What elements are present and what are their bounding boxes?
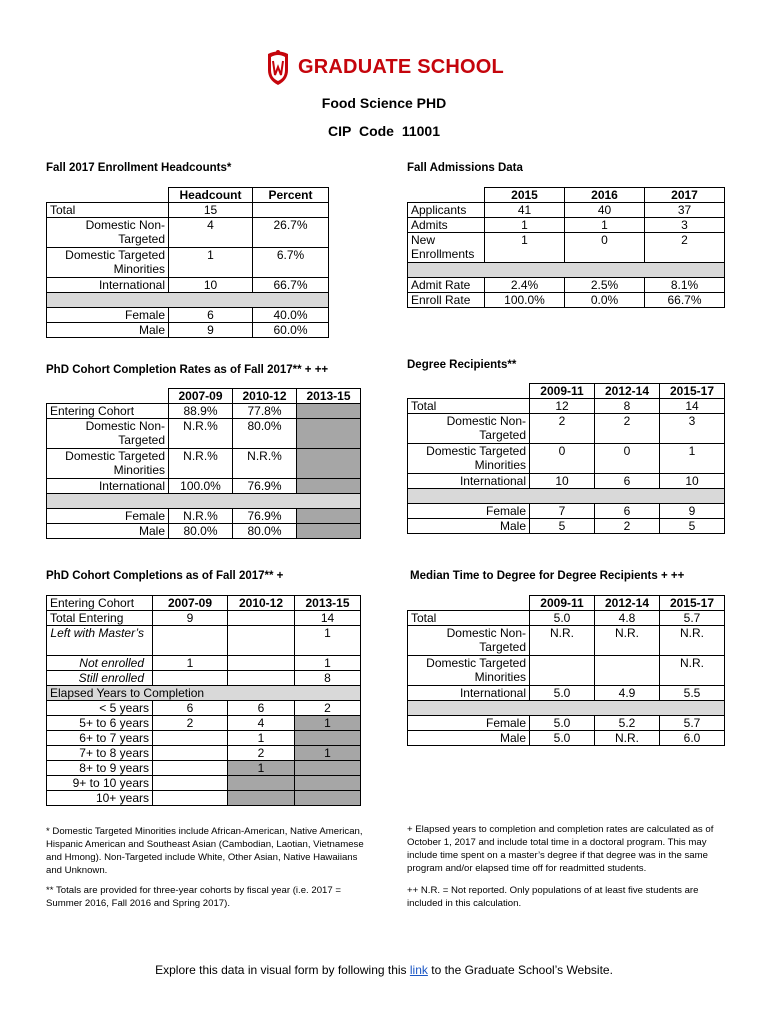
table-row	[47, 671, 361, 686]
median-time-table	[407, 595, 725, 746]
row-label: International	[408, 686, 530, 701]
spacer-row	[47, 494, 361, 509]
table-cell: N.R.	[595, 731, 660, 746]
table-cell	[153, 746, 228, 761]
table-cell	[297, 419, 361, 449]
table-cell: 0	[530, 444, 595, 474]
median-time-title: Median Time to Degree for Degree Recipients + ++	[410, 570, 685, 582]
table-row	[408, 716, 725, 731]
column-header: 2012-14	[595, 596, 660, 611]
table-cell: 0	[595, 444, 660, 474]
table-row	[408, 293, 725, 308]
row-label: Total Entering	[47, 611, 153, 626]
table-cell: 5.5	[660, 686, 725, 701]
row-label: < 5 years	[47, 701, 153, 716]
table-row	[47, 404, 361, 419]
logo	[0, 44, 768, 90]
column-header: 2007-09	[153, 596, 228, 611]
row-label: Total	[408, 611, 530, 626]
table-row	[408, 686, 725, 701]
column-header: 2007-09	[169, 389, 233, 404]
table-cell: 1	[295, 656, 361, 671]
table-cell: 1	[169, 248, 253, 278]
row-label: Female	[47, 308, 169, 323]
table-row	[408, 233, 725, 263]
table-cell: 2	[153, 716, 228, 731]
table-row	[47, 611, 361, 626]
table-cell: N.R.	[595, 626, 660, 656]
row-label: Total	[408, 399, 530, 414]
table-row	[47, 761, 361, 776]
table-cell: 100.0%	[169, 479, 233, 494]
table-cell: 2	[595, 519, 660, 534]
column-header: 2012-14	[595, 384, 660, 399]
row-label: Domestic Targeted Minorities	[408, 444, 530, 474]
table-cell	[153, 761, 228, 776]
table-cell: 2	[295, 701, 361, 716]
header	[0, 44, 768, 90]
table-cell: 4.8	[595, 611, 660, 626]
table-cell	[153, 791, 228, 806]
table-row	[408, 218, 725, 233]
table-cell	[153, 776, 228, 791]
row-label: International	[47, 479, 169, 494]
table-cell	[295, 791, 361, 806]
table-cell: 80.0%	[169, 524, 233, 539]
row-label: 6+ to 7 years	[47, 731, 153, 746]
row-label: Male	[408, 519, 530, 534]
table-cell: 66.7%	[645, 293, 725, 308]
row-label: Not enrolled	[47, 656, 153, 671]
table-cell: 76.9%	[233, 479, 297, 494]
cip-code: CIP Code 11001	[327, 123, 441, 139]
table-cell: 2	[530, 414, 595, 444]
table-cell	[228, 656, 295, 671]
row-label: Domestic Non-Targeted	[408, 414, 530, 444]
table-row	[408, 414, 725, 444]
table-row	[47, 203, 329, 218]
spacer-row	[47, 293, 329, 308]
column-header: 2013-15	[295, 596, 361, 611]
table-cell: 5.0	[530, 611, 595, 626]
table-cell	[295, 731, 361, 746]
table-row	[47, 218, 329, 248]
table-cell	[297, 449, 361, 479]
table-cell: N.R.%	[233, 449, 297, 479]
row-label: Admits	[408, 218, 485, 233]
graduate-school-link[interactable]: link	[409, 963, 428, 977]
table-row	[408, 278, 725, 293]
row-label: Still enrolled	[47, 671, 153, 686]
table-cell: 2.4%	[485, 278, 565, 293]
table-row	[47, 509, 361, 524]
table-cell: 77.8%	[233, 404, 297, 419]
table-cell: 0	[565, 233, 645, 263]
spacer-row	[408, 701, 725, 716]
table-cell: 10	[169, 278, 253, 293]
table-row	[408, 626, 725, 656]
table-cell: 37	[645, 203, 725, 218]
footer	[0, 963, 768, 977]
row-label: Domestic Targeted Minorities	[408, 656, 530, 686]
table-cell	[153, 731, 228, 746]
table-cell: 1	[228, 731, 295, 746]
completions-title: PhD Cohort Completions as of Fall 2017** +	[46, 570, 284, 582]
table-row	[408, 474, 725, 489]
table-row	[47, 701, 361, 716]
row-label: 9+ to 10 years	[47, 776, 153, 791]
table-cell: N.R.%	[169, 449, 233, 479]
row-label: Enroll Rate	[408, 293, 485, 308]
corner-cell	[408, 596, 530, 611]
table-row	[47, 308, 329, 323]
table-cell: 2	[595, 414, 660, 444]
row-label: Male	[47, 524, 169, 539]
corner-label: Entering Cohort	[47, 596, 153, 611]
row-label: Domestic Targeted Minorities	[47, 248, 169, 278]
corner-cell	[47, 188, 169, 203]
degree-recipients-title: Degree Recipients**	[407, 359, 517, 371]
table-cell: 3	[645, 218, 725, 233]
note-elapsed: + Elapsed years to completion and completion rates are calculated as of October 1, 2017 and include total time in a doctoral program. This may include time spent on a master’s degree if that degree was in the same program and/or elapsed time off for readmitted students.	[407, 824, 714, 874]
note-minorities: * Domestic Targeted Minorities include African-American, Native American, Hispanic American and Southeast Asian (Cambodian, Laotian, Vietnamese and Hmong). Non-Targeted include White, Other Asian, Native Hawaiians and Unknown.	[46, 826, 364, 876]
table-cell	[297, 509, 361, 524]
table-cell: 40	[565, 203, 645, 218]
spacer-row	[408, 489, 725, 504]
table-header-row	[47, 596, 361, 611]
table-header-row	[47, 389, 361, 404]
row-label: Applicants	[408, 203, 485, 218]
table-cell	[228, 776, 295, 791]
section-row	[47, 686, 361, 701]
table-cell	[228, 671, 295, 686]
table-cell	[530, 656, 595, 686]
table-cell: N.R.	[530, 626, 595, 656]
row-label: 7+ to 8 years	[47, 746, 153, 761]
table-row	[47, 626, 361, 656]
table-header-row	[408, 596, 725, 611]
completions-table	[46, 595, 361, 806]
enrollment-table	[46, 187, 329, 338]
table-cell: 15	[169, 203, 253, 218]
column-header: 2015-17	[660, 384, 725, 399]
column-header: 2010-12	[233, 389, 297, 404]
row-label: New Enrollments	[408, 233, 485, 263]
completion-rates-title: PhD Cohort Completion Rates as of Fall 2017** + ++	[46, 364, 329, 376]
program-title: Food Science PHD	[321, 95, 447, 111]
table-cell	[153, 671, 228, 686]
table-cell: 1	[153, 656, 228, 671]
table-cell: 9	[153, 611, 228, 626]
table-cell: 9	[169, 323, 253, 338]
column-header: 2016	[565, 188, 645, 203]
table-row	[47, 278, 329, 293]
column-header: 2009-11	[530, 384, 595, 399]
table-cell: 6	[595, 474, 660, 489]
table-header-row	[47, 188, 329, 203]
row-label: Female	[408, 716, 530, 731]
table-cell	[295, 776, 361, 791]
row-label: 10+ years	[47, 791, 153, 806]
row-label: 5+ to 6 years	[47, 716, 153, 731]
row-label: Admit Rate	[408, 278, 485, 293]
table-cell: 6	[153, 701, 228, 716]
table-cell: 2	[645, 233, 725, 263]
table-cell: 9	[660, 504, 725, 519]
table-cell	[228, 611, 295, 626]
column-header: 2013-15	[297, 389, 361, 404]
table-row	[47, 656, 361, 671]
table-cell: 8	[595, 399, 660, 414]
table-cell: 3	[660, 414, 725, 444]
table-cell	[595, 656, 660, 686]
table-cell: 4	[169, 218, 253, 248]
row-label: Domestic Targeted Minorities	[47, 449, 169, 479]
table-row	[47, 248, 329, 278]
table-cell	[253, 203, 329, 218]
table-cell: 14	[295, 611, 361, 626]
footer-text-after: to the Graduate School’s Website.	[427, 963, 613, 977]
table-cell: N.R.%	[169, 419, 233, 449]
table-cell: 2	[228, 746, 295, 761]
table-cell: 6	[169, 308, 253, 323]
table-row	[47, 791, 361, 806]
table-cell: 7	[530, 504, 595, 519]
table-cell	[228, 791, 295, 806]
note-totals: ** Totals are provided for three-year cohorts by fiscal year (i.e. 2017 = Summer 2016, Fall 2016 and Spring 2017).	[46, 885, 341, 909]
admissions-title: Fall Admissions Data	[407, 162, 523, 174]
table-cell: 1	[485, 233, 565, 263]
table-cell	[228, 626, 295, 656]
table-cell: 5.2	[595, 716, 660, 731]
completion-rates-table	[46, 388, 361, 539]
row-label: Female	[408, 504, 530, 519]
table-cell: 5.0	[530, 686, 595, 701]
footer-text-before: Explore this data in visual form by following this	[155, 963, 410, 977]
table-row	[408, 203, 725, 218]
table-row	[47, 746, 361, 761]
table-row	[47, 524, 361, 539]
note-nr: ++ N.R. = Not reported. Only populations of at least five students are included in this calculation.	[407, 885, 699, 909]
table-cell: 12	[530, 399, 595, 414]
school-name: GRADUATE SCHOOL	[298, 55, 504, 78]
table-cell	[297, 524, 361, 539]
table-cell: 60.0%	[253, 323, 329, 338]
row-label: International	[47, 278, 169, 293]
table-cell: 5.7	[660, 716, 725, 731]
table-row	[47, 776, 361, 791]
row-label: Male	[47, 323, 169, 338]
row-label: Entering Cohort	[47, 404, 169, 419]
row-label: Female	[47, 509, 169, 524]
row-label: International	[408, 474, 530, 489]
table-cell: 5.7	[660, 611, 725, 626]
table-cell: 1	[228, 761, 295, 776]
table-cell: 5	[660, 519, 725, 534]
table-cell: 41	[485, 203, 565, 218]
corner-cell	[47, 389, 169, 404]
table-cell: N.R.%	[169, 509, 233, 524]
column-header: Headcount	[169, 188, 253, 203]
table-cell: 66.7%	[253, 278, 329, 293]
table-row	[408, 399, 725, 414]
table-cell: 8.1%	[645, 278, 725, 293]
table-cell: 6.7%	[253, 248, 329, 278]
row-label: Domestic Non-Targeted	[47, 419, 169, 449]
section-label: Elapsed Years to Completion	[47, 686, 361, 701]
table-cell: 80.0%	[233, 524, 297, 539]
table-row	[47, 716, 361, 731]
table-cell: 1	[295, 716, 361, 731]
column-header: 2009-11	[530, 596, 595, 611]
table-cell: 4.9	[595, 686, 660, 701]
table-cell: 5.0	[530, 731, 595, 746]
table-cell: 76.9%	[233, 509, 297, 524]
table-cell: 80.0%	[233, 419, 297, 449]
table-cell: 1	[565, 218, 645, 233]
table-header-row	[408, 384, 725, 399]
table-cell: 5	[530, 519, 595, 534]
table-header-row	[408, 188, 725, 203]
column-header: 2015-17	[660, 596, 725, 611]
column-header: 2010-12	[228, 596, 295, 611]
table-cell	[295, 761, 361, 776]
table-row	[408, 504, 725, 519]
table-row	[47, 479, 361, 494]
table-cell: 4	[228, 716, 295, 731]
degree-recipients-table	[407, 383, 725, 534]
table-cell	[297, 479, 361, 494]
table-row	[408, 611, 725, 626]
column-header: 2015	[485, 188, 565, 203]
table-cell: 26.7%	[253, 218, 329, 248]
table-cell: 2.5%	[565, 278, 645, 293]
table-cell: 6.0	[660, 731, 725, 746]
table-cell: 0.0%	[565, 293, 645, 308]
row-label: Male	[408, 731, 530, 746]
table-cell: 8	[295, 671, 361, 686]
table-cell: 10	[530, 474, 595, 489]
admissions-table	[407, 187, 725, 308]
table-cell: 88.9%	[169, 404, 233, 419]
uw-crest-icon	[264, 48, 292, 86]
row-label: Total	[47, 203, 169, 218]
row-label: Domestic Non-Targeted	[408, 626, 530, 656]
table-cell: 14	[660, 399, 725, 414]
table-row	[408, 519, 725, 534]
table-cell: N.R.	[660, 656, 725, 686]
table-row	[408, 444, 725, 474]
table-cell: 1	[295, 626, 361, 656]
table-row	[408, 731, 725, 746]
row-label: Left with Master’s	[47, 626, 153, 656]
column-header: Percent	[253, 188, 329, 203]
table-row	[408, 656, 725, 686]
corner-cell	[408, 384, 530, 399]
table-cell: N.R.	[660, 626, 725, 656]
row-label: 8+ to 9 years	[47, 761, 153, 776]
column-header: 2017	[645, 188, 725, 203]
table-cell: 1	[295, 746, 361, 761]
table-cell: 10	[660, 474, 725, 489]
table-cell	[153, 626, 228, 656]
table-cell: 40.0%	[253, 308, 329, 323]
corner-cell	[408, 188, 485, 203]
table-cell	[297, 404, 361, 419]
table-row	[47, 449, 361, 479]
table-cell: 5.0	[530, 716, 595, 731]
table-cell: 100.0%	[485, 293, 565, 308]
table-row	[47, 323, 329, 338]
table-row	[47, 419, 361, 449]
table-cell: 1	[485, 218, 565, 233]
table-row	[47, 731, 361, 746]
table-cell: 1	[660, 444, 725, 474]
table-cell: 6	[595, 504, 660, 519]
enrollment-title: Fall 2017 Enrollment Headcounts*	[46, 162, 232, 174]
row-label: Domestic Non-Targeted	[47, 218, 169, 248]
table-cell: 6	[228, 701, 295, 716]
spacer-row	[408, 263, 725, 278]
